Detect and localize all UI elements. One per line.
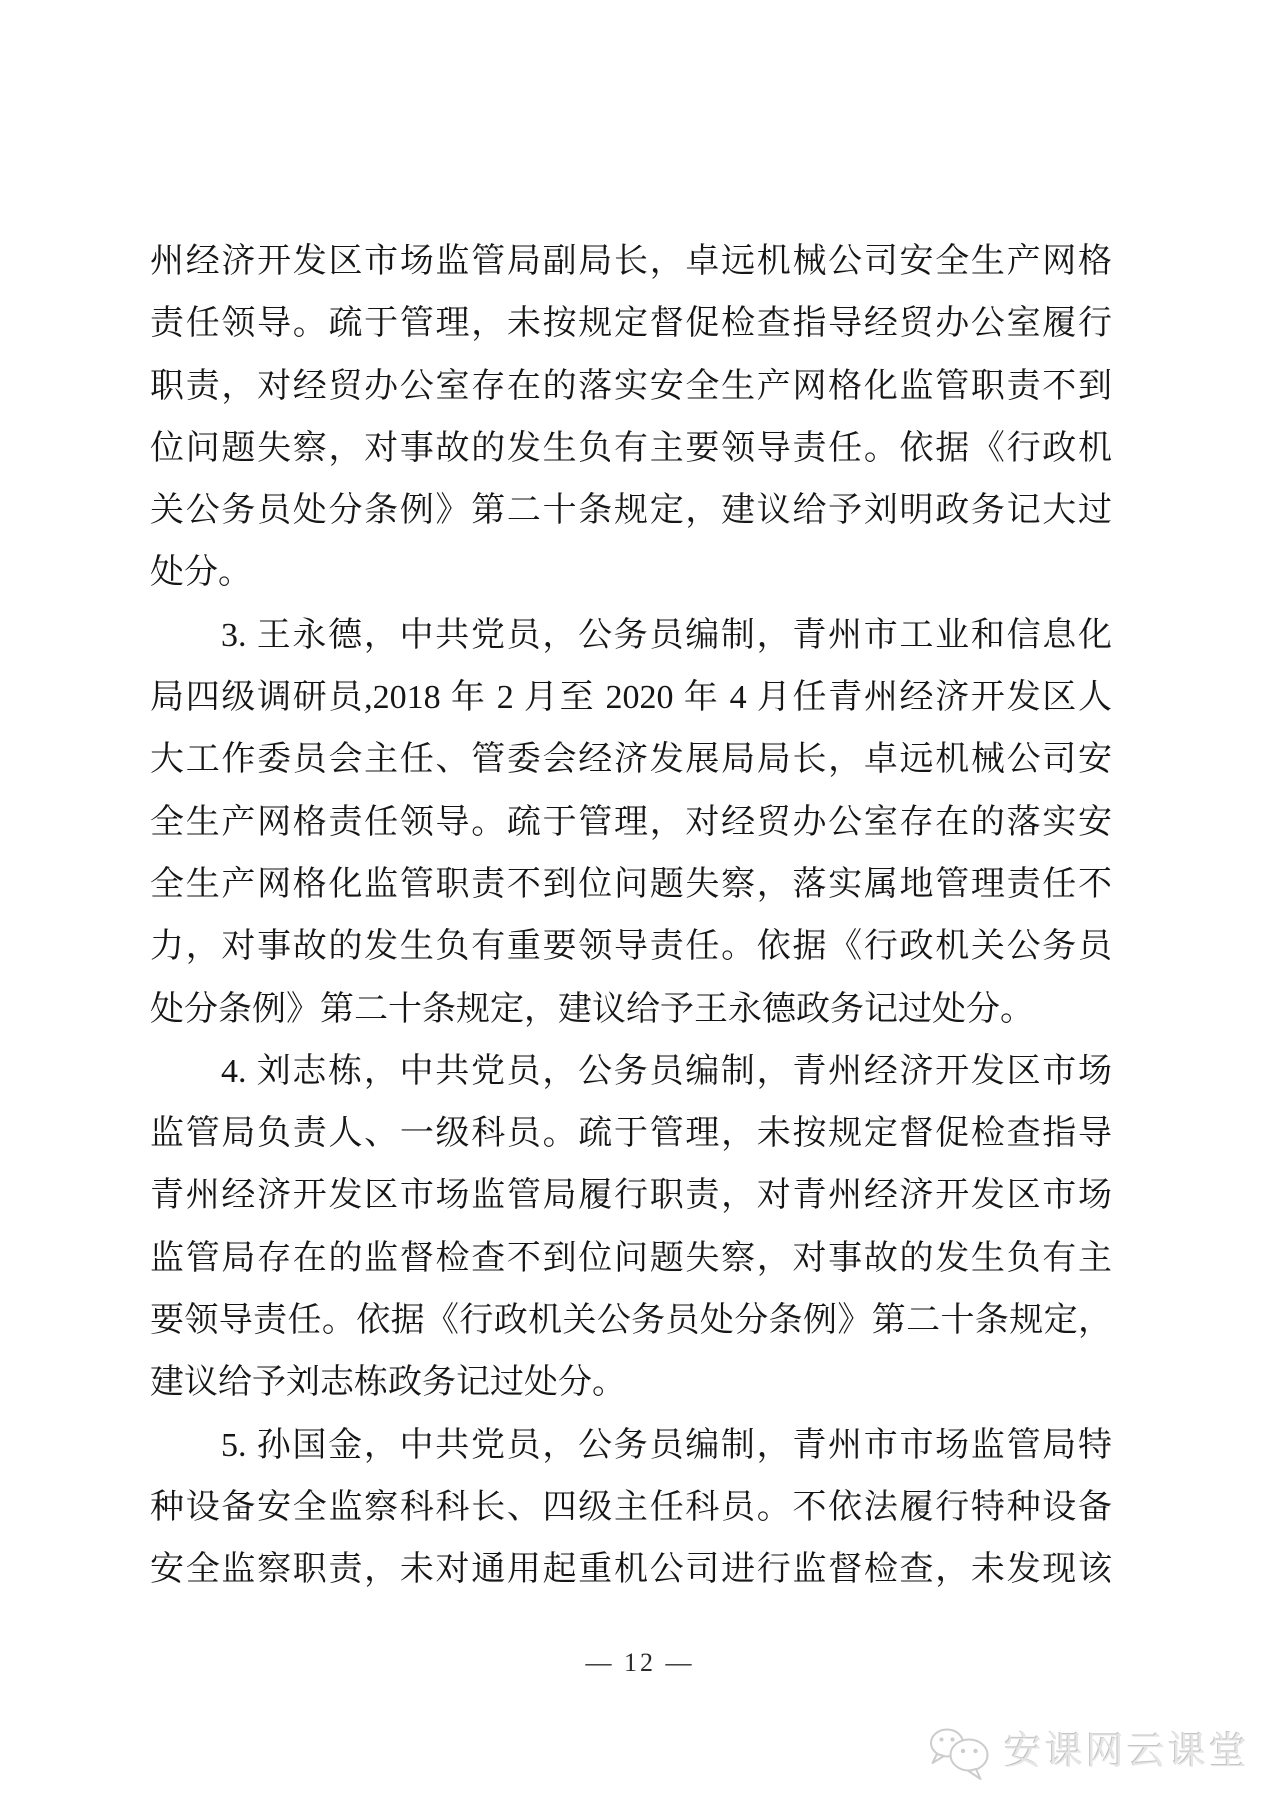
document-text-block (150, 231, 1112, 1602)
text-line: 州经济开发区市场监管局副局长，卓远机械公司安全生产网格 (150, 243, 1112, 280)
text-line-paragraph-start: 3. 王永德，中共党员，公务员编制，青州市工业和信息化 (221, 616, 1112, 654)
text-line: 全生产网格责任领导。疏于管理，对经贸办公室存在的落实安 (150, 803, 1112, 841)
text-line: 职责，对经贸办公室存在的落实安全生产网格化监管职责不到 (150, 367, 1112, 405)
text-line: 大工作委员会主任、管委会经济发展局局长，卓远机械公司安 (150, 741, 1112, 779)
text-line: 位问题失察，对事故的发生负有主要领导责任。依据《行政机 (150, 429, 1112, 467)
watermark (924, 1726, 1250, 1782)
text-line-paragraph-start: 4. 刘志栋，中共党员，公务员编制，青州经济开发区市场 (221, 1052, 1112, 1090)
text-line: 监管局负责人、一级科员。疏于管理，未按规定督促检查指导 (150, 1115, 1112, 1153)
page-number: — 12 — (585, 1648, 695, 1677)
text-line: 监管局存在的监督检查不到位问题失察，对事故的发生负有主 (150, 1239, 1112, 1277)
text-line: 安全监察职责，未对通用起重机公司进行监督检查，未发现该 (150, 1551, 1112, 1589)
text-line: 处分条例》第二十条规定，建议给予王永德政务记过处分。 (150, 990, 1034, 1028)
text-line: 关公务员处分条例》第二十条规定，建议给予刘明政务记大过 (150, 492, 1112, 530)
text-line: 全生产网格化监管职责不到位问题失察，落实属地管理责任不 (150, 865, 1112, 903)
text-line: 青州经济开发区市场监管局履行职责，对青州经济开发区市场 (150, 1177, 1112, 1215)
text-line: 要领导责任。依据《行政机关公务员处分条例》第二十条规定， (150, 1302, 1112, 1340)
text-line: 处分。 (150, 554, 252, 592)
watermark-text: 安课网云课堂 (1003, 1731, 1250, 1773)
wechat-chat-bubbles-icon (924, 1726, 996, 1782)
text-line: 建议给予刘志栋政务记过处分。 (150, 1364, 626, 1402)
text-line: 力，对事故的发生负有重要领导责任。依据《行政机关公务员 (150, 928, 1112, 966)
text-line: 局四级调研员,2018 年 2 月至 2020 年 4 月任青州经济开发区人 (150, 679, 1112, 717)
text-line: 种设备安全监察科科长、四级主任科员。不依法履行特种设备 (150, 1488, 1112, 1526)
text-line: 责任领导。疏于管理，未按规定督促检查指导经贸办公室履行 (150, 305, 1112, 343)
text-line-paragraph-start: 5. 孙国金，中共党员，公务员编制，青州市市场监管局特 (221, 1426, 1112, 1464)
